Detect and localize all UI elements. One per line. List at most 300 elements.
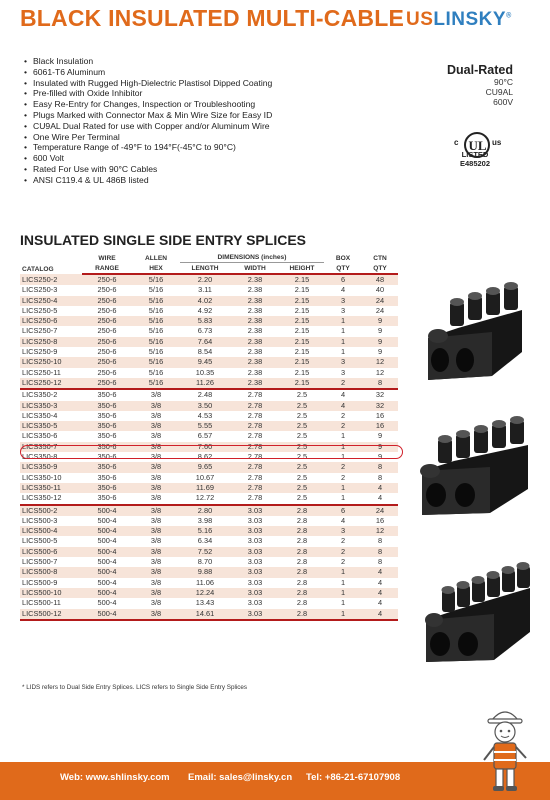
table-row bbox=[20, 357, 398, 367]
cell-height: 2.5 bbox=[280, 483, 324, 493]
cell-height: 2.8 bbox=[280, 609, 324, 620]
cell-height: 2.15 bbox=[280, 306, 324, 316]
table-row bbox=[20, 505, 398, 516]
cell-length: 7.60 bbox=[180, 442, 230, 452]
col-header-ctn-qty: QTY bbox=[362, 263, 398, 275]
cell-height: 2.5 bbox=[280, 401, 324, 411]
cell-length: 12.24 bbox=[180, 588, 230, 598]
cell-wire-range: 500-4 bbox=[82, 526, 132, 536]
cell-catalog: LICS500-10 bbox=[20, 588, 82, 598]
cell-width: 2.38 bbox=[230, 316, 280, 326]
ul-listing-text bbox=[460, 150, 490, 168]
cell-length: 2.48 bbox=[180, 389, 230, 400]
cell-allen-hex: 3/8 bbox=[132, 547, 180, 557]
table-row bbox=[20, 306, 398, 316]
cell-length: 10.67 bbox=[180, 473, 230, 483]
cell-ctn-qty: 4 bbox=[362, 567, 398, 577]
cell-height: 2.15 bbox=[280, 337, 324, 347]
cell-ctn-qty: 4 bbox=[362, 578, 398, 588]
cell-wire-range: 250-6 bbox=[82, 347, 132, 357]
table-row bbox=[20, 588, 398, 598]
cell-wire-range: 500-4 bbox=[82, 598, 132, 608]
cell-wire-range: 350-6 bbox=[82, 493, 132, 504]
cell-width: 2.78 bbox=[230, 389, 280, 400]
cell-ctn-qty: 9 bbox=[362, 431, 398, 441]
cell-wire-range: 350-6 bbox=[82, 473, 132, 483]
cell-catalog: LICS350-8 bbox=[20, 452, 82, 462]
splice-spec-table bbox=[20, 250, 398, 621]
cell-height: 2.15 bbox=[280, 347, 324, 357]
cell-wire-range: 350-6 bbox=[82, 483, 132, 493]
cell-length: 3.50 bbox=[180, 401, 230, 411]
cell-ctn-qty: 4 bbox=[362, 609, 398, 620]
cell-box-qty: 3 bbox=[324, 526, 362, 536]
table-row bbox=[20, 274, 398, 285]
cell-wire-range: 350-6 bbox=[82, 421, 132, 431]
table-row bbox=[20, 536, 398, 546]
col-header-width: WIDTH bbox=[230, 263, 280, 275]
splice-product-image-2 bbox=[410, 415, 535, 525]
cell-catalog: LICS350-6 bbox=[20, 431, 82, 441]
cell-height: 2.8 bbox=[280, 598, 324, 608]
cell-length: 9.65 bbox=[180, 462, 230, 472]
cell-width: 2.38 bbox=[230, 296, 280, 306]
cell-width: 2.38 bbox=[230, 274, 280, 285]
cell-height: 2.5 bbox=[280, 431, 324, 441]
cell-wire-range: 500-4 bbox=[82, 578, 132, 588]
cell-catalog: LICS250-12 bbox=[20, 378, 82, 389]
cell-catalog: LICS500-9 bbox=[20, 578, 82, 588]
cell-ctn-qty: 32 bbox=[362, 401, 398, 411]
cell-wire-range: 250-6 bbox=[82, 378, 132, 389]
col-header-height: HEIGHT bbox=[280, 263, 324, 275]
cell-width: 3.03 bbox=[230, 609, 280, 620]
table-row bbox=[20, 285, 398, 295]
cell-length: 6.73 bbox=[180, 326, 230, 336]
feature-item: • Easy Re-Entry for Changes, Inspection or Troubleshooting bbox=[24, 99, 272, 110]
cell-height: 2.8 bbox=[280, 547, 324, 557]
cell-box-qty: 1 bbox=[324, 431, 362, 441]
cell-allen-hex: 3/8 bbox=[132, 389, 180, 400]
cell-ctn-qty: 9 bbox=[362, 316, 398, 326]
cell-box-qty: 2 bbox=[324, 421, 362, 431]
cell-width: 2.38 bbox=[230, 368, 280, 378]
table-row bbox=[20, 296, 398, 306]
cell-box-qty: 2 bbox=[324, 536, 362, 546]
cell-width: 2.38 bbox=[230, 378, 280, 389]
cell-allen-hex: 3/8 bbox=[132, 411, 180, 421]
cell-catalog: LICS350-11 bbox=[20, 483, 82, 493]
cell-catalog: LICS250-10 bbox=[20, 357, 82, 367]
feature-item: • Rated For Use with 90°C Cables bbox=[24, 164, 272, 175]
cell-height: 2.15 bbox=[280, 326, 324, 336]
cell-wire-range: 350-6 bbox=[82, 442, 132, 452]
cell-allen-hex: 3/8 bbox=[132, 526, 180, 536]
cell-allen-hex: 5/16 bbox=[132, 378, 180, 389]
cell-catalog: LICS250-7 bbox=[20, 326, 82, 336]
feature-item: • CU9AL Dual Rated for use with Copper and/or Aluminum Wire bbox=[24, 121, 272, 132]
cell-length: 8.54 bbox=[180, 347, 230, 357]
cell-ctn-qty: 8 bbox=[362, 536, 398, 546]
cell-box-qty: 1 bbox=[324, 337, 362, 347]
cell-length: 13.43 bbox=[180, 598, 230, 608]
cell-width: 3.03 bbox=[230, 588, 280, 598]
cell-height: 2.15 bbox=[280, 378, 324, 389]
cell-length: 14.61 bbox=[180, 609, 230, 620]
cell-width: 3.03 bbox=[230, 578, 280, 588]
cell-catalog: LICS250-5 bbox=[20, 306, 82, 316]
cell-length: 5.16 bbox=[180, 526, 230, 536]
cell-width: 3.03 bbox=[230, 536, 280, 546]
table-row bbox=[20, 598, 398, 608]
cell-width: 2.38 bbox=[230, 347, 280, 357]
cell-catalog: LICS500-2 bbox=[20, 505, 82, 516]
cell-height: 2.8 bbox=[280, 536, 324, 546]
cell-width: 2.78 bbox=[230, 401, 280, 411]
cell-ctn-qty: 32 bbox=[362, 389, 398, 400]
table-row bbox=[20, 526, 398, 536]
cell-box-qty: 3 bbox=[324, 357, 362, 367]
ul-file-number: E485202 bbox=[460, 159, 491, 168]
cell-box-qty: 1 bbox=[324, 609, 362, 620]
rating-material: CU9AL bbox=[485, 87, 513, 97]
table-row bbox=[20, 473, 398, 483]
cell-width: 3.03 bbox=[230, 526, 280, 536]
cell-length: 10.35 bbox=[180, 368, 230, 378]
cell-ctn-qty: 9 bbox=[362, 452, 398, 462]
cell-wire-range: 250-6 bbox=[82, 357, 132, 367]
cell-allen-hex: 3/8 bbox=[132, 516, 180, 526]
cell-height: 2.15 bbox=[280, 296, 324, 306]
cell-wire-range: 500-4 bbox=[82, 567, 132, 577]
cell-box-qty: 1 bbox=[324, 483, 362, 493]
cell-height: 2.8 bbox=[280, 578, 324, 588]
cell-allen-hex: 3/8 bbox=[132, 567, 180, 577]
cell-catalog: LICS350-2 bbox=[20, 389, 82, 400]
svg-text:UL: UL bbox=[468, 138, 487, 153]
cell-width: 2.38 bbox=[230, 285, 280, 295]
cell-wire-range: 500-4 bbox=[82, 588, 132, 598]
cell-box-qty: 1 bbox=[324, 452, 362, 462]
cell-catalog: LICS500-5 bbox=[20, 536, 82, 546]
cell-catalog: LICS250-8 bbox=[20, 337, 82, 347]
cell-wire-range: 250-6 bbox=[82, 316, 132, 326]
cell-width: 2.78 bbox=[230, 442, 280, 452]
cell-catalog: LICS350-9 bbox=[20, 462, 82, 472]
cell-allen-hex: 3/8 bbox=[132, 578, 180, 588]
cell-length: 11.26 bbox=[180, 378, 230, 389]
cell-height: 2.8 bbox=[280, 526, 324, 536]
cell-length: 9.45 bbox=[180, 357, 230, 367]
cell-length: 6.34 bbox=[180, 536, 230, 546]
col-header-dimensions: DIMENSIONS (inches) bbox=[180, 250, 324, 263]
cell-wire-range: 500-4 bbox=[82, 609, 132, 620]
cell-wire-range: 500-4 bbox=[82, 505, 132, 516]
cell-height: 2.8 bbox=[280, 505, 324, 516]
table-row bbox=[20, 547, 398, 557]
cell-box-qty: 4 bbox=[324, 401, 362, 411]
cell-box-qty: 4 bbox=[324, 516, 362, 526]
cell-catalog: LICS350-7 bbox=[20, 442, 82, 452]
cell-length: 4.53 bbox=[180, 411, 230, 421]
cell-wire-range: 500-4 bbox=[82, 536, 132, 546]
cell-box-qty: 6 bbox=[324, 274, 362, 285]
cell-height: 2.15 bbox=[280, 368, 324, 378]
cell-width: 2.38 bbox=[230, 306, 280, 316]
cell-catalog: LICS350-5 bbox=[20, 421, 82, 431]
logo-part-us: US bbox=[406, 9, 434, 30]
cell-box-qty: 1 bbox=[324, 598, 362, 608]
cell-box-qty: 1 bbox=[324, 326, 362, 336]
cell-catalog: LICS500-6 bbox=[20, 547, 82, 557]
cell-width: 2.38 bbox=[230, 337, 280, 347]
cell-catalog: LICS250-6 bbox=[20, 316, 82, 326]
cell-allen-hex: 3/8 bbox=[132, 452, 180, 462]
cell-height: 2.5 bbox=[280, 493, 324, 504]
cell-allen-hex: 3/8 bbox=[132, 493, 180, 504]
cell-ctn-qty: 16 bbox=[362, 411, 398, 421]
mascot-icon bbox=[476, 702, 534, 794]
cell-ctn-qty: 9 bbox=[362, 442, 398, 452]
footer-email: Email: sales@linsky.cn bbox=[188, 772, 293, 783]
dual-rated-title: Dual-Rated bbox=[447, 63, 513, 77]
listed-label: LISTED bbox=[461, 150, 489, 159]
cell-ctn-qty: 9 bbox=[362, 347, 398, 357]
cell-wire-range: 250-6 bbox=[82, 296, 132, 306]
cell-width: 3.03 bbox=[230, 547, 280, 557]
cell-length: 6.57 bbox=[180, 431, 230, 441]
cell-height: 2.15 bbox=[280, 316, 324, 326]
cell-height: 2.5 bbox=[280, 452, 324, 462]
cell-length: 3.11 bbox=[180, 285, 230, 295]
cell-width: 2.78 bbox=[230, 411, 280, 421]
cell-box-qty: 1 bbox=[324, 567, 362, 577]
cell-ctn-qty: 24 bbox=[362, 306, 398, 316]
cell-wire-range: 500-4 bbox=[82, 557, 132, 567]
table-row bbox=[20, 316, 398, 326]
cell-allen-hex: 5/16 bbox=[132, 296, 180, 306]
cell-length: 3.98 bbox=[180, 516, 230, 526]
cell-wire-range: 350-6 bbox=[82, 431, 132, 441]
feature-item: • ANSI C119.4 & UL 486B listed bbox=[24, 175, 272, 186]
cell-height: 2.15 bbox=[280, 285, 324, 295]
feature-item: • Temperature Range of -49°F to 194°F(-45°C to 90°C) bbox=[24, 142, 272, 153]
cell-box-qty: 1 bbox=[324, 347, 362, 357]
cell-catalog: LICS350-4 bbox=[20, 411, 82, 421]
cell-width: 2.78 bbox=[230, 452, 280, 462]
cell-wire-range: 350-6 bbox=[82, 411, 132, 421]
table-row bbox=[20, 368, 398, 378]
cell-width: 2.78 bbox=[230, 493, 280, 504]
cell-height: 2.5 bbox=[280, 411, 324, 421]
cell-wire-range: 250-6 bbox=[82, 326, 132, 336]
cell-ctn-qty: 8 bbox=[362, 557, 398, 567]
cell-allen-hex: 5/16 bbox=[132, 274, 180, 285]
cell-wire-range: 500-4 bbox=[82, 516, 132, 526]
cell-ctn-qty: 40 bbox=[362, 285, 398, 295]
cell-allen-hex: 3/8 bbox=[132, 473, 180, 483]
table-row bbox=[20, 421, 398, 431]
table-row bbox=[20, 516, 398, 526]
cell-allen-hex: 3/8 bbox=[132, 431, 180, 441]
cell-ctn-qty: 4 bbox=[362, 483, 398, 493]
cell-wire-range: 350-6 bbox=[82, 401, 132, 411]
cell-length: 2.20 bbox=[180, 274, 230, 285]
table-row bbox=[20, 578, 398, 588]
cell-catalog: LICS500-8 bbox=[20, 567, 82, 577]
cell-ctn-qty: 4 bbox=[362, 588, 398, 598]
svg-text:us: us bbox=[492, 138, 501, 147]
cell-ctn-qty: 24 bbox=[362, 505, 398, 516]
cell-ctn-qty: 16 bbox=[362, 516, 398, 526]
cell-box-qty: 1 bbox=[324, 442, 362, 452]
cell-catalog: LICS250-11 bbox=[20, 368, 82, 378]
cell-allen-hex: 5/16 bbox=[132, 357, 180, 367]
cell-ctn-qty: 8 bbox=[362, 473, 398, 483]
cell-box-qty: 4 bbox=[324, 389, 362, 400]
cell-box-qty: 1 bbox=[324, 588, 362, 598]
feature-item: • One Wire Per Terminal bbox=[24, 132, 272, 143]
table-row bbox=[20, 389, 398, 400]
cell-length: 12.72 bbox=[180, 493, 230, 504]
cell-width: 2.78 bbox=[230, 421, 280, 431]
highlighted-row-outline bbox=[20, 445, 403, 459]
cell-allen-hex: 5/16 bbox=[132, 337, 180, 347]
feature-item: • Insulated with Rugged High-Dielectric Plastisol Dipped Coating bbox=[24, 78, 272, 89]
cell-height: 2.15 bbox=[280, 357, 324, 367]
cell-length: 2.80 bbox=[180, 505, 230, 516]
cell-wire-range: 350-6 bbox=[82, 462, 132, 472]
cell-ctn-qty: 24 bbox=[362, 296, 398, 306]
table-row bbox=[20, 609, 398, 620]
cell-box-qty: 4 bbox=[324, 285, 362, 295]
cell-box-qty: 1 bbox=[324, 316, 362, 326]
cell-allen-hex: 5/16 bbox=[132, 285, 180, 295]
cell-box-qty: 6 bbox=[324, 505, 362, 516]
col-header-box: BOX bbox=[335, 254, 351, 262]
table-row bbox=[20, 378, 398, 389]
dual-rated-block bbox=[447, 63, 513, 107]
splice-product-image-3 bbox=[416, 562, 536, 672]
table-row bbox=[20, 411, 398, 421]
cell-ctn-qty: 4 bbox=[362, 493, 398, 504]
cell-ctn-qty: 12 bbox=[362, 368, 398, 378]
cell-allen-hex: 5/16 bbox=[132, 306, 180, 316]
table-row bbox=[20, 493, 398, 504]
cell-allen-hex: 5/16 bbox=[132, 368, 180, 378]
cell-allen-hex: 3/8 bbox=[132, 462, 180, 472]
col-header-allen: ALLEN bbox=[145, 254, 167, 262]
cell-catalog: LICS500-11 bbox=[20, 598, 82, 608]
cell-width: 3.03 bbox=[230, 598, 280, 608]
cell-box-qty: 3 bbox=[324, 296, 362, 306]
cell-ctn-qty: 9 bbox=[362, 326, 398, 336]
cell-length: 5.55 bbox=[180, 421, 230, 431]
cell-catalog: LICS500-3 bbox=[20, 516, 82, 526]
cell-catalog: LICS500-12 bbox=[20, 609, 82, 620]
cell-box-qty: 3 bbox=[324, 368, 362, 378]
cell-width: 3.03 bbox=[230, 567, 280, 577]
cell-catalog: LICS500-4 bbox=[20, 526, 82, 536]
cell-box-qty: 2 bbox=[324, 473, 362, 483]
cell-allen-hex: 3/8 bbox=[132, 505, 180, 516]
cell-ctn-qty: 12 bbox=[362, 357, 398, 367]
cell-wire-range: 350-6 bbox=[82, 452, 132, 462]
page-title: BLACK INSULATED MULTI-CABLE bbox=[20, 5, 405, 31]
cell-width: 3.03 bbox=[230, 516, 280, 526]
col-header-ctn: CTN bbox=[373, 254, 387, 262]
cell-ctn-qty: 8 bbox=[362, 547, 398, 557]
cell-length: 8.70 bbox=[180, 557, 230, 567]
cell-length: 4.02 bbox=[180, 296, 230, 306]
cell-allen-hex: 3/8 bbox=[132, 401, 180, 411]
cell-width: 2.38 bbox=[230, 357, 280, 367]
cell-height: 2.5 bbox=[280, 389, 324, 400]
feature-item: • 6061-T6 Aluminum bbox=[24, 67, 272, 78]
cell-catalog: LICS250-9 bbox=[20, 347, 82, 357]
col-header-catalog: CATALOG bbox=[22, 266, 54, 273]
cell-catalog: LICS350-12 bbox=[20, 493, 82, 504]
cell-catalog: LICS250-4 bbox=[20, 296, 82, 306]
cell-allen-hex: 3/8 bbox=[132, 557, 180, 567]
cell-height: 2.8 bbox=[280, 557, 324, 567]
col-header-wire-range: RANGE bbox=[82, 263, 132, 275]
cell-box-qty: 1 bbox=[324, 493, 362, 504]
cell-allen-hex: 3/8 bbox=[132, 609, 180, 620]
splice-product-image-1 bbox=[418, 280, 530, 390]
cell-ctn-qty: 8 bbox=[362, 462, 398, 472]
table-row bbox=[20, 337, 398, 347]
cell-height: 2.5 bbox=[280, 442, 324, 452]
ul-listed-icon bbox=[453, 118, 501, 178]
brand-logo bbox=[406, 9, 512, 31]
feature-item: • Pre-filled with Oxide Inhibitor bbox=[24, 88, 272, 99]
logo-part-linsky: LINSKY bbox=[433, 9, 507, 30]
cell-box-qty: 2 bbox=[324, 378, 362, 389]
table-row bbox=[20, 347, 398, 357]
cell-allen-hex: 5/16 bbox=[132, 326, 180, 336]
cell-length: 11.69 bbox=[180, 483, 230, 493]
col-header-box-qty: QTY bbox=[324, 263, 362, 275]
table-row bbox=[20, 567, 398, 577]
cell-allen-hex: 5/16 bbox=[132, 316, 180, 326]
cell-allen-hex: 3/8 bbox=[132, 536, 180, 546]
cell-ctn-qty: 4 bbox=[362, 598, 398, 608]
cell-allen-hex: 3/8 bbox=[132, 588, 180, 598]
cell-box-qty: 2 bbox=[324, 411, 362, 421]
footer-bar bbox=[0, 762, 550, 800]
cell-height: 2.5 bbox=[280, 473, 324, 483]
cell-allen-hex: 3/8 bbox=[132, 442, 180, 452]
cell-height: 2.8 bbox=[280, 516, 324, 526]
cell-height: 2.8 bbox=[280, 588, 324, 598]
cell-length: 9.88 bbox=[180, 567, 230, 577]
feature-item: • Black Insulation bbox=[24, 56, 272, 67]
cell-wire-range: 350-6 bbox=[82, 389, 132, 400]
cell-box-qty: 2 bbox=[324, 547, 362, 557]
cell-width: 2.78 bbox=[230, 431, 280, 441]
table-row bbox=[20, 326, 398, 336]
table-row bbox=[20, 462, 398, 472]
cell-wire-range: 250-6 bbox=[82, 274, 132, 285]
cell-box-qty: 1 bbox=[324, 578, 362, 588]
cell-wire-range: 250-6 bbox=[82, 306, 132, 316]
cell-ctn-qty: 8 bbox=[362, 378, 398, 389]
col-header-wire: WIRE bbox=[98, 254, 116, 262]
table-row bbox=[20, 557, 398, 567]
cell-length: 7.52 bbox=[180, 547, 230, 557]
cell-wire-range: 250-6 bbox=[82, 285, 132, 295]
